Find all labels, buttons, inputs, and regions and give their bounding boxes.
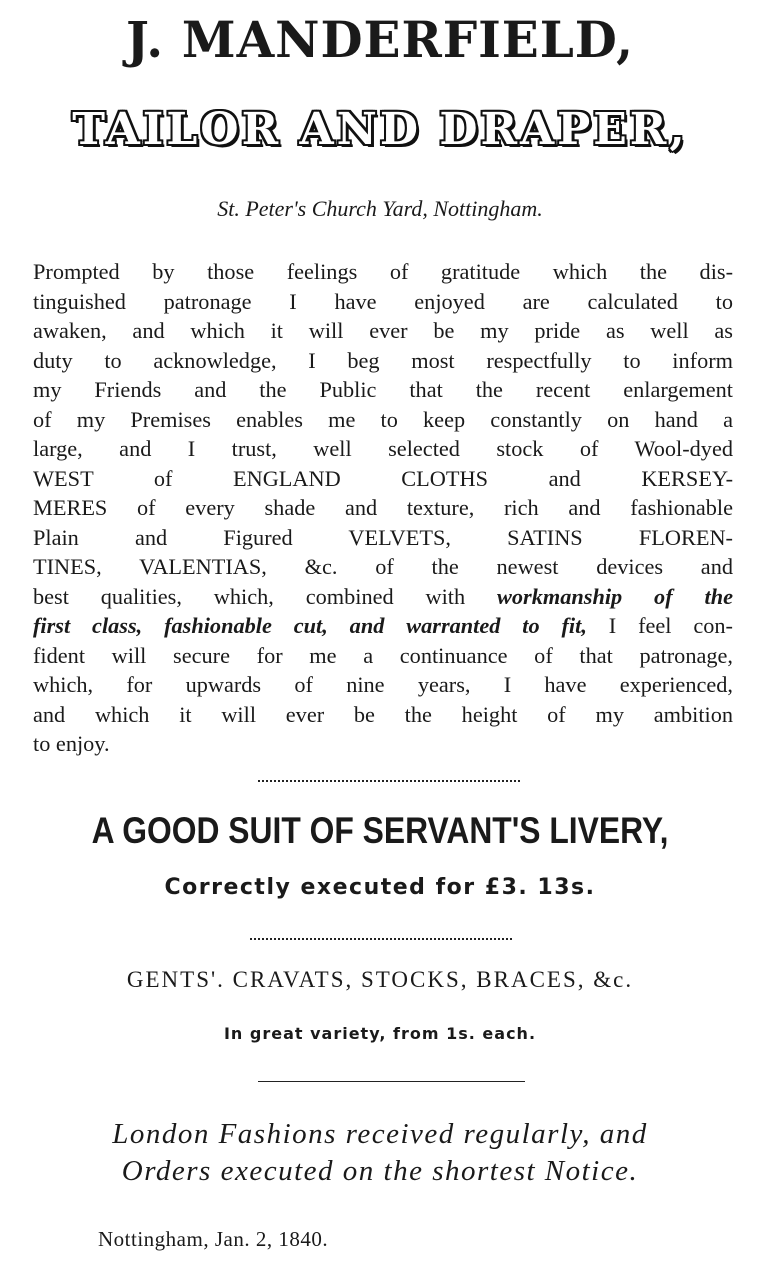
body-line-text: I feel con- xyxy=(608,613,733,638)
body-line: which, for upwards of nine years, I have experienced, xyxy=(33,672,733,697)
trade-heading: TAILOR AND DRAPER, xyxy=(72,104,688,155)
body-line: my Friends and the Public that the recent enlargement xyxy=(33,377,733,402)
body-line: and which it will ever be the height of my ambition xyxy=(33,701,733,727)
body-line: large, and I trust, well selected stock of Wool-dyed xyxy=(33,436,733,461)
divider-rule xyxy=(250,938,512,940)
body-line: Prompted by those feelings of gratitude which the dis- xyxy=(33,259,733,284)
shop-address: St. Peter's Church Yard, Nottingham. xyxy=(217,196,543,221)
body-line: WEST of ENGLAND CLOTHS and KERSEY- xyxy=(33,465,733,491)
body-line: Plain and Figured VELVETS, SATINS FLOREN- xyxy=(33,524,733,550)
body-line: of my Premises enables me to keep constantly on hand a xyxy=(33,406,733,432)
proprietor-name: J. MANDERFIELD, xyxy=(126,10,634,69)
london-notice xyxy=(0,1116,760,1190)
body-line-italic: first class, fashionable cut, and warranted to fit, xyxy=(33,613,587,638)
body-line: TINES, VALENTIAS, &c. of the newest devices and xyxy=(33,554,733,579)
body-line: MERES of every shade and texture, rich and fashionable xyxy=(33,495,733,520)
body-line: to enjoy. xyxy=(33,731,110,756)
london-line: Orders executed on the shortest Notice. xyxy=(121,1155,639,1187)
body-line-text: best qualities, which, combined with xyxy=(33,583,466,609)
body-line: awaken, and which it will ever be my pride as well as xyxy=(33,318,733,343)
divider-rule xyxy=(258,1081,525,1082)
divider-rule xyxy=(258,780,520,782)
livery-heading: A GOOD SUIT OF SERVANT'S LIVERY, xyxy=(91,810,669,851)
livery-price: Correctly executed for £3. 13s. xyxy=(164,875,596,900)
body-line-mixed xyxy=(33,582,733,612)
london-line: London Fashions received regularly, and xyxy=(112,1118,648,1150)
accessories-note: In great variety, from 1s. each. xyxy=(223,1024,537,1043)
body-line: tinguished patronage I have enjoyed are calculated to xyxy=(33,288,733,314)
body-line: duty to acknowledge, I beg most respectfully to inform xyxy=(33,347,733,373)
announcement-body xyxy=(33,257,733,759)
body-line-mixed xyxy=(33,611,733,641)
accessories-line: GENTS'. CRAVATS, STOCKS, BRACES, &c. xyxy=(126,967,634,992)
body-line-italic: workmanship of the xyxy=(497,583,733,609)
dateline: Nottingham, Jan. 2, 1840. xyxy=(98,1227,329,1251)
body-line: fident will secure for me a continuance of that patronage, xyxy=(33,642,733,668)
